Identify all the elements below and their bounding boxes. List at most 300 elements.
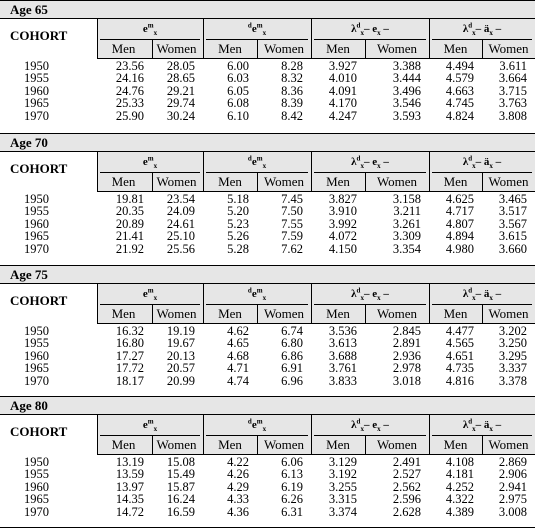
value-cell: 5.23 [227,216,249,231]
value-cell: 4.717 [445,204,474,219]
value-cell: 4.33 [227,492,249,507]
age-header: Age 80 [0,396,535,415]
cohort-year: 1965 [24,229,49,244]
formula-rest: – e [363,288,378,300]
women-header: Women [263,174,305,189]
age-section [0,0,535,133]
value-cell: 3.255 [328,479,357,494]
value-cell: 20.57 [166,361,195,376]
value-cell: 6.91 [281,361,303,376]
divider [97,152,98,192]
subscript: x [262,425,267,434]
value-cell: 2.596 [392,492,421,507]
value-cell: 3.660 [498,241,527,256]
group-header [97,154,203,170]
men-header: Men [443,174,468,189]
value-cell: 4.74 [227,373,249,388]
cohort-header: COHORT [10,28,68,43]
value-cell: 2.936 [392,348,421,363]
value-cell: 4.091 [328,83,357,98]
data-rows [0,456,535,518]
value-cell: 4.247 [328,108,357,123]
value-cell: 13.19 [115,455,144,469]
value-cell: 3.611 [499,59,527,73]
divider [365,40,366,59]
superscript: d [247,154,252,163]
value-cell: 4.735 [445,361,474,376]
value-cell: 6.19 [281,479,303,494]
value-cell: 13.59 [115,467,144,482]
superscript: m [147,21,154,30]
subscript: x [153,162,158,171]
formula-dash: – [492,23,502,35]
men-header: Men [326,306,350,321]
value-cell: 4.651 [445,348,474,363]
e-symbol: e [142,288,148,300]
data-rows [0,325,535,387]
value-cell: 24.76 [115,83,144,98]
age-section [0,265,535,396]
value-cell: 5.20 [227,204,249,219]
lambda-symbol: λ [462,288,469,300]
value-cell: 3.761 [328,361,357,376]
lambda-symbol: λ [351,156,357,168]
value-cell: 4.980 [445,241,474,256]
value-cell: 3.496 [392,83,421,98]
value-cell: 8.39 [281,96,303,111]
age-section [0,133,535,265]
value-cell: 5.26 [227,229,249,244]
women-header: Women [376,306,418,321]
value-cell: 24.16 [115,71,144,86]
divider [482,436,483,455]
lambda-symbol: λ [351,23,357,35]
value-cell: 3.378 [498,373,527,388]
value-cell: 4.579 [445,71,474,86]
value-cell: 6.31 [281,504,303,519]
superscript: d [356,417,361,426]
cohort-year: 1965 [24,96,49,111]
subscript: x [377,29,381,38]
subscript: x [360,162,364,171]
value-cell: 3.211 [393,204,421,219]
women-header: Women [376,41,418,56]
women-header: Women [376,437,418,452]
value-cell: 4.22 [227,455,249,469]
value-cell: 3.465 [498,192,527,206]
e-symbol: e [142,419,148,431]
subscript: x [472,425,476,434]
value-cell: 4.663 [445,83,474,98]
rule [100,39,200,40]
cohort-year: 1950 [24,324,49,338]
women-header: Women [263,41,305,56]
subscript: x [377,162,381,171]
value-cell: 3.808 [498,108,527,123]
group-header [97,417,203,433]
value-cell: 6.05 [227,83,249,98]
value-cell: 20.89 [115,216,144,231]
divider [203,19,204,59]
superscript: d [247,417,252,426]
table-row [0,468,535,480]
value-cell: 3.018 [392,373,421,388]
divider [152,173,153,192]
cohort-year: 1955 [24,467,49,482]
value-cell: 3.615 [498,229,527,244]
cohort-header: COHORT [10,161,68,176]
women-header: Women [156,306,197,321]
women-header: Women [488,41,529,56]
value-cell: 3.354 [392,241,421,256]
value-cell: 6.13 [281,467,303,482]
value-cell: 4.010 [328,71,357,86]
women-header: Women [488,174,529,189]
value-cell: 4.824 [445,108,474,123]
superscript: d [356,286,361,295]
superscript: d [468,21,473,30]
cohort-year: 1955 [24,204,49,219]
formula-rest: – e [363,23,378,35]
value-cell: 4.252 [445,479,474,494]
value-cell: 3.192 [328,467,357,482]
divider [257,305,258,324]
table-row [0,337,535,349]
men-header: Men [326,174,350,189]
value-cell: 19.19 [166,324,195,338]
value-cell: 3.008 [498,504,527,519]
subscript: x [153,29,158,38]
cohort-year: 1955 [24,71,49,86]
women-header: Women [488,437,529,452]
value-cell: 3.444 [392,71,421,86]
superscript: m [147,154,154,163]
subscript: x [262,29,267,38]
value-cell: 24.09 [166,204,195,219]
value-cell: 20.13 [166,348,195,363]
value-cell: 3.374 [328,504,357,519]
group-header [429,154,535,170]
men-header: Men [443,437,468,452]
table-row [0,243,535,255]
divider [482,173,483,192]
subscript: x [472,294,476,303]
divider [429,415,430,455]
value-cell: 6.80 [281,336,303,351]
group-header [97,21,203,37]
divider [311,284,312,324]
value-cell: 15.87 [166,479,195,494]
data-rows [0,60,535,122]
divider [429,152,430,192]
divider [365,305,366,324]
e-symbol: e [251,23,257,35]
value-cell: 25.90 [115,108,144,123]
divider [152,305,153,324]
value-cell: 3.927 [328,59,357,73]
cohort-year: 1960 [24,479,49,494]
divider [311,415,312,455]
men-header: Men [218,306,242,321]
value-cell: 7.62 [281,241,303,256]
formula-dash: – [492,288,502,300]
formula-dash: – [492,419,502,431]
value-cell: 3.337 [498,361,527,376]
value-cell: 13.97 [115,479,144,494]
table-row [0,110,535,122]
value-cell: 8.32 [281,71,303,86]
lambda-symbol: λ [351,288,357,300]
women-header: Women [156,174,197,189]
value-cell: 2.491 [392,455,421,469]
e-symbol: e [251,156,257,168]
cohort-year: 1970 [24,108,49,123]
table-row [0,506,535,518]
cohort-year: 1970 [24,241,49,256]
subscript: x [360,294,364,303]
group-header [203,417,311,433]
formula-dash: – [380,156,389,168]
value-cell: 3.715 [498,83,527,98]
value-cell: 3.536 [328,324,357,338]
value-cell: 3.388 [392,59,421,73]
value-cell: 4.68 [227,348,249,363]
group-header [311,21,429,37]
lambda-symbol: λ [351,419,357,431]
value-cell: 17.27 [115,348,144,363]
subscript: x [262,162,267,171]
age-header: Age 70 [0,133,535,152]
superscript: d [468,154,473,163]
value-cell: 2.975 [498,492,527,507]
value-cell: 21.41 [115,229,144,244]
value-cell: 2.562 [392,479,421,494]
rule [100,172,200,173]
value-cell: 4.71 [227,361,249,376]
subscript: x [360,425,364,434]
divider [203,415,204,455]
value-cell: 15.49 [166,467,195,482]
value-cell: 2.628 [392,504,421,519]
men-header: Men [111,174,136,189]
value-cell: 18.17 [115,373,144,388]
group-header [97,286,203,302]
data-rows [0,193,535,255]
value-cell: 6.00 [227,59,249,73]
men-header: Men [111,437,136,452]
value-cell: 5.18 [227,192,249,206]
value-cell: 4.565 [445,336,474,351]
divider [311,19,312,59]
cohort-year: 1950 [24,59,49,73]
value-cell: 2.845 [392,324,421,338]
e-symbol: e [251,419,257,431]
cohort-year: 1950 [24,192,49,206]
women-header: Women [488,306,529,321]
subscript: x [489,29,493,38]
superscript: d [356,154,361,163]
value-cell: 14.72 [115,504,144,519]
value-cell: 4.807 [445,216,474,231]
value-cell: 7.55 [281,216,303,231]
value-cell: 28.05 [166,59,195,73]
value-cell: 3.833 [328,373,357,388]
value-cell: 24.61 [166,216,195,231]
value-cell: 3.250 [498,336,527,351]
men-header: Men [218,41,242,56]
formula-rest: – ä [475,23,490,35]
subscript: x [472,29,476,38]
value-cell: 29.21 [166,83,195,98]
subscript: x [377,294,381,303]
table-row [0,362,535,374]
cohort-year: 1965 [24,361,49,376]
women-header: Women [263,306,305,321]
divider [203,152,204,192]
value-cell: 25.10 [166,229,195,244]
superscript: m [256,154,263,163]
divider [482,40,483,59]
value-cell: 4.477 [445,324,474,338]
value-cell: 4.816 [445,373,474,388]
value-cell: 19.67 [166,336,195,351]
value-cell: 20.35 [115,204,144,219]
women-header: Women [263,437,305,452]
rule [314,39,426,40]
divider [257,436,258,455]
superscript: d [468,286,473,295]
value-cell: 8.28 [281,59,303,73]
divider [482,305,483,324]
e-symbol: e [251,288,257,300]
value-cell: 3.763 [498,96,527,111]
value-cell: 3.295 [498,348,527,363]
value-cell: 14.35 [115,492,144,507]
subscript: x [489,162,493,171]
value-cell: 4.894 [445,229,474,244]
value-cell: 16.59 [166,504,195,519]
value-cell: 4.170 [328,96,357,111]
value-cell: 21.92 [115,241,144,256]
group-header [429,286,535,302]
value-cell: 4.108 [445,455,474,469]
value-cell: 4.389 [445,504,474,519]
value-cell: 6.08 [227,96,249,111]
table-row [0,97,535,109]
value-cell: 3.593 [392,108,421,123]
group-header [311,417,429,433]
men-header: Men [111,306,136,321]
rule [100,304,200,305]
table-row [0,72,535,84]
superscript: m [256,21,263,30]
value-cell: 3.910 [328,204,357,219]
age-header: Age 75 [0,265,535,284]
superscript: d [247,21,252,30]
cohort-header: COHORT [10,293,68,308]
divider [311,152,312,192]
subscript: x [472,162,476,171]
value-cell: 3.517 [498,204,527,219]
value-cell: 4.26 [227,467,249,482]
men-header: Men [326,437,350,452]
table-row [0,493,535,505]
age-header: Age 65 [0,0,535,19]
value-cell: 6.26 [281,492,303,507]
men-header: Men [111,41,136,56]
formula-rest: – ä [475,156,490,168]
value-cell: 23.54 [166,192,195,206]
rule [314,172,426,173]
value-cell: 8.36 [281,83,303,98]
formula-dash: – [380,288,389,300]
value-cell: 16.80 [115,336,144,351]
divider [257,40,258,59]
cohort-year: 1955 [24,336,49,351]
value-cell: 4.625 [445,192,474,206]
divider [365,436,366,455]
rule [314,304,426,305]
value-cell: 4.29 [227,479,249,494]
value-cell: 19.81 [115,192,144,206]
value-cell: 2.906 [498,467,527,482]
lambda-symbol: λ [462,419,469,431]
value-cell: 25.33 [115,96,144,111]
lambda-symbol: λ [462,23,469,35]
superscript: m [256,417,263,426]
divider [152,436,153,455]
value-cell: 6.10 [227,108,249,123]
superscript: m [147,417,154,426]
formula-dash: – [380,23,389,35]
subscript: x [360,29,364,38]
group-header [311,286,429,302]
value-cell: 17.72 [115,361,144,376]
men-header: Men [326,41,350,56]
men-header: Men [218,437,242,452]
value-cell: 3.567 [498,216,527,231]
women-header: Women [376,174,418,189]
rule [100,435,200,436]
subscript: x [377,425,381,434]
value-cell: 4.494 [445,59,474,73]
value-cell: 7.59 [281,229,303,244]
group-header [203,286,311,302]
cohort-header: COHORT [10,424,68,439]
value-cell: 3.202 [498,324,527,338]
value-cell: 7.50 [281,204,303,219]
divider [257,173,258,192]
men-header: Men [443,306,468,321]
formula-dash: – [492,156,502,168]
value-cell: 3.261 [392,216,421,231]
divider [429,19,430,59]
cohort-year: 1970 [24,504,49,519]
value-cell: 3.664 [498,71,527,86]
value-cell: 3.688 [328,348,357,363]
superscript: m [147,286,154,295]
value-cell: 3.158 [392,192,421,206]
divider [429,284,430,324]
superscript: d [468,417,473,426]
value-cell: 4.65 [227,336,249,351]
value-cell: 6.03 [227,71,249,86]
table-row [0,205,535,217]
cohort-year: 1960 [24,83,49,98]
value-cell: 6.06 [281,455,303,469]
subscript: x [489,294,493,303]
value-cell: 3.613 [328,336,357,351]
